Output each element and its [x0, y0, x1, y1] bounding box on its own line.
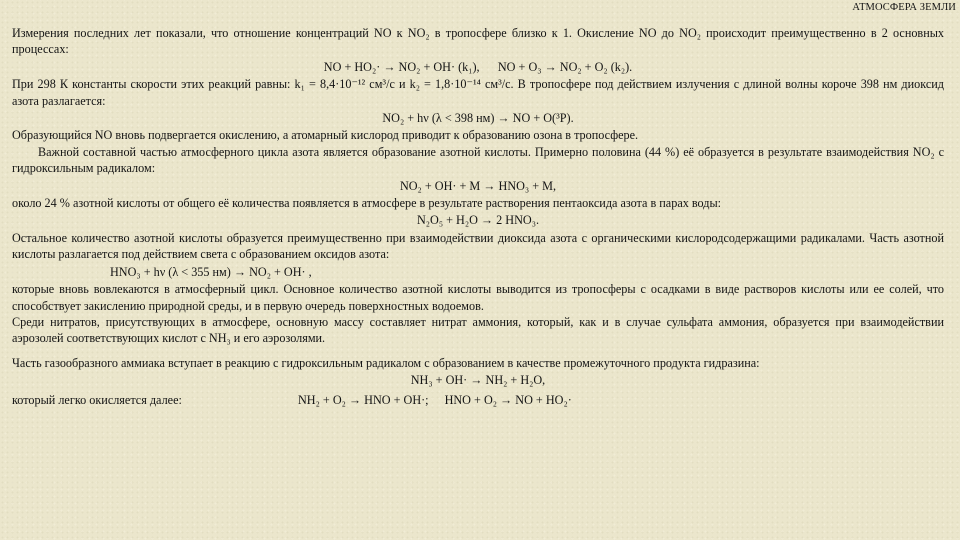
paragraph-2: При 298 К константы скорости этих реакций равны: k₁ = 8,4·10⁻¹² см³/с и k₂ = 1,8·10⁻¹⁴ см³/с. В тропосфере под действием излучения с длиной волны короче 398 нм диоксид азота разлагается:	[12, 77, 944, 108]
paragraph-6: Остальное количество азотной кислоты образуется преимущественно при взаимодействии диоксида азота с органическими кислородсодержащими радикалами. Часть азотной кислоты разлагается под действием света с образованием оксидов азота:	[12, 230, 944, 262]
equation-7b: HNO + O₂ → NO + HO₂·	[444, 392, 572, 407]
equation-7-row	[12, 392, 944, 408]
page-header	[852, 2, 956, 13]
equation-6: NH₃ + OH· → NH₂ + H₂O,	[410, 373, 546, 388]
spacer	[12, 347, 944, 355]
equation-2: NO₂ + hν (λ < 398 нм) → NO + O(³P).	[382, 111, 574, 126]
paragraph-1: Измерения последних лет показали, что отношение концентраций NO к NO₂ в тропосфере близко к 1. Окисление NO до NO₂ происходит преимущественно в 2 основных процессах:	[12, 26, 944, 57]
paragraph-5: около 24 % азотной кислоты от общего её количества появляется в атмосфере в результате растворения пентаоксида азота в парах воды:	[12, 196, 722, 211]
paragraph-10-label: который легко окисляется далее:	[12, 392, 182, 407]
document-body	[12, 25, 944, 411]
equation-5: HNO₃ + hν (λ < 355 нм) → NO₂ + OH· ,	[110, 264, 312, 279]
paragraph-9: Часть газообразного аммиака вступает в реакцию с гидроксильным радикалом с образованием в качестве промежуточного продукта гидразина:	[12, 355, 760, 370]
paragraph-8: Среди нитратов, присутствующих в атмосфере, основную массу составляет нитрат аммония, который, как и в случае сульфата аммония, образуется при взаимодействии аэрозолей соответствующих кислот с NH₃ и его аэрозолями.	[12, 314, 944, 346]
equation-7a: NH₂ + O₂ → HNO + OH·;	[298, 392, 429, 407]
paragraph-7: которые вновь вовлекаются в атмосферный цикл. Основное количество азотной кислоты выводится из тропосферы с осадками в виде растворов кислоты или ее солей, что способствует закислению природной среды, и в первую очередь поверхностных водоемов.	[12, 282, 944, 313]
equation-3: NO₂ + OH· + M → HNO₃ + M,	[399, 178, 557, 193]
equation-1: NO + HO₂· → NO₂ + OH· (k₁), NO + O₃ → NO₂ + O₂ (k₂).	[323, 59, 633, 74]
equation-4: N₂O₅ + H₂O → 2 HNO₃.	[416, 213, 540, 228]
paragraph-3: Образующийся NO вновь подвергается окислению, а атомарный кислород приводит к образованию озона в тропосфере.	[12, 128, 639, 143]
paragraph-4: Важной составной частью атмосферного цикла азота является образование азотной кислоты. Примерно половина (44 %) её образуется в результате взаимодействия NO₂ с гидроксильным радикалом:	[12, 144, 944, 176]
header-title: АТМОСФЕРА ЗЕМЛИ	[852, 2, 956, 13]
